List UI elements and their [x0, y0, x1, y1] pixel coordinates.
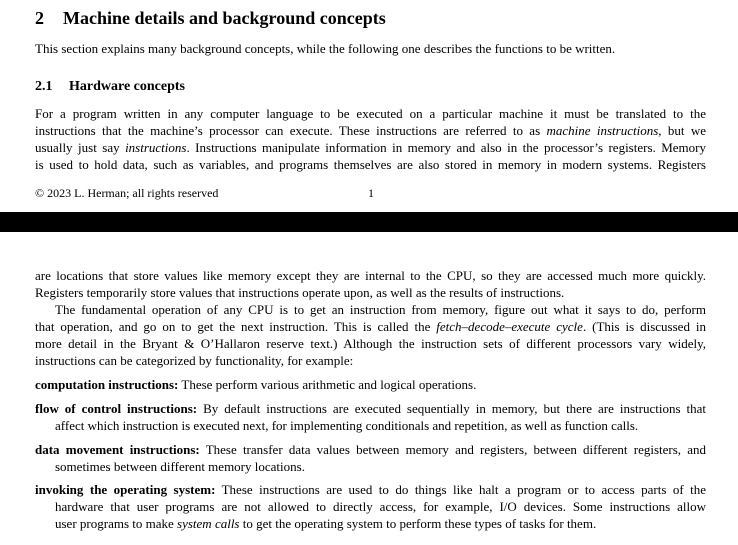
para1-line2: instructions that the machine’s processor can execute. These instructions are referred to as machine instructions, but we: [35, 123, 706, 138]
p1-line1: are locations that store values like memory except they are internal to the CPU, so they are accessed much more quickly.: [35, 268, 706, 283]
desc-os-line2: hardware that user programs are not allowed to directly access, for example, I/O devices. Some instructions allow: [55, 499, 706, 514]
subsection-heading: [35, 79, 185, 95]
section-title: Machine details and background concepts: [63, 8, 386, 28]
term-data-movement: data movement instructions:: [35, 442, 200, 457]
page-1: [0, 0, 738, 212]
page-2: [0, 232, 738, 545]
emphasis-machine-instructions: machine instructions: [546, 123, 659, 138]
para1-line3: usually just say instructions. Instructions manipulate information in memory and also in the processor’s registers. Memory: [35, 140, 706, 155]
desc-flow-line2: affect which instruction is executed next, for implementing conditionals and repetition, as well as function calls.: [55, 418, 639, 433]
section-heading: [35, 8, 386, 29]
para1-line4: is used to hold data, such as variables, and programs themselves are also stored in memory in modern systems. Registers: [35, 157, 706, 172]
section-intro: This section explains many background concepts, while the following one describes the functions to be written.: [35, 41, 616, 56]
subsection-number: 2.1: [35, 79, 53, 94]
emphasis-fetch-decode-execute: fetch–decode–execute cycle: [436, 319, 583, 334]
term-flow-of-control: flow of control instructions:: [35, 401, 198, 416]
desc-os-line1: These instructions are used to do things like halt a program or to access parts of the: [215, 482, 706, 497]
copyright-footer: © 2023 L. Herman; all rights reserved: [35, 186, 219, 200]
p2-line2: that operation, and go on to get the next instruction. This is called the fetch–decode–execute cycle. (This is discussed in: [35, 319, 706, 334]
section-number: 2: [35, 8, 44, 28]
desc-computation: These perform various arithmetic and logical operations.: [178, 377, 477, 392]
desc-flow-line1: By default instructions are executed sequentially in memory, but there are instructions that: [197, 401, 706, 416]
p2-line4: instructions can be categorized by functionality, for example:: [35, 353, 354, 368]
p1-line2: Registers temporarily store values that instructions operate upon, as well as the results of instructions.: [35, 285, 565, 300]
p2-line3: more detail in the Bryant & O’Hallaron reserve text.) Although the instruction sets of different processors vary widely,: [35, 336, 706, 351]
desc-os-line3: user programs to make system calls to get the operating system to perform these types of tasks for them.: [55, 516, 597, 531]
page-separator: [0, 212, 738, 232]
subsection-title: Hardware concepts: [69, 79, 185, 94]
para1-line1: For a program written in any computer language to be executed on a particular machine it must be translated to the: [35, 106, 706, 121]
p2-line1: The fundamental operation of any CPU is to get an instruction from memory, figure out what it says to do, perform: [55, 302, 706, 317]
emphasis-instructions: instructions: [125, 140, 187, 155]
term-operating-system: invoking the operating system:: [35, 482, 216, 497]
desc-data-line1: These transfer data values between memory and registers, between different registers, and: [199, 442, 706, 457]
desc-data-line2: sometimes between different memory locations.: [55, 459, 305, 474]
emphasis-system-calls: system calls: [177, 516, 240, 531]
page-number: 1: [368, 186, 374, 200]
term-computation: computation instructions:: [35, 377, 179, 392]
